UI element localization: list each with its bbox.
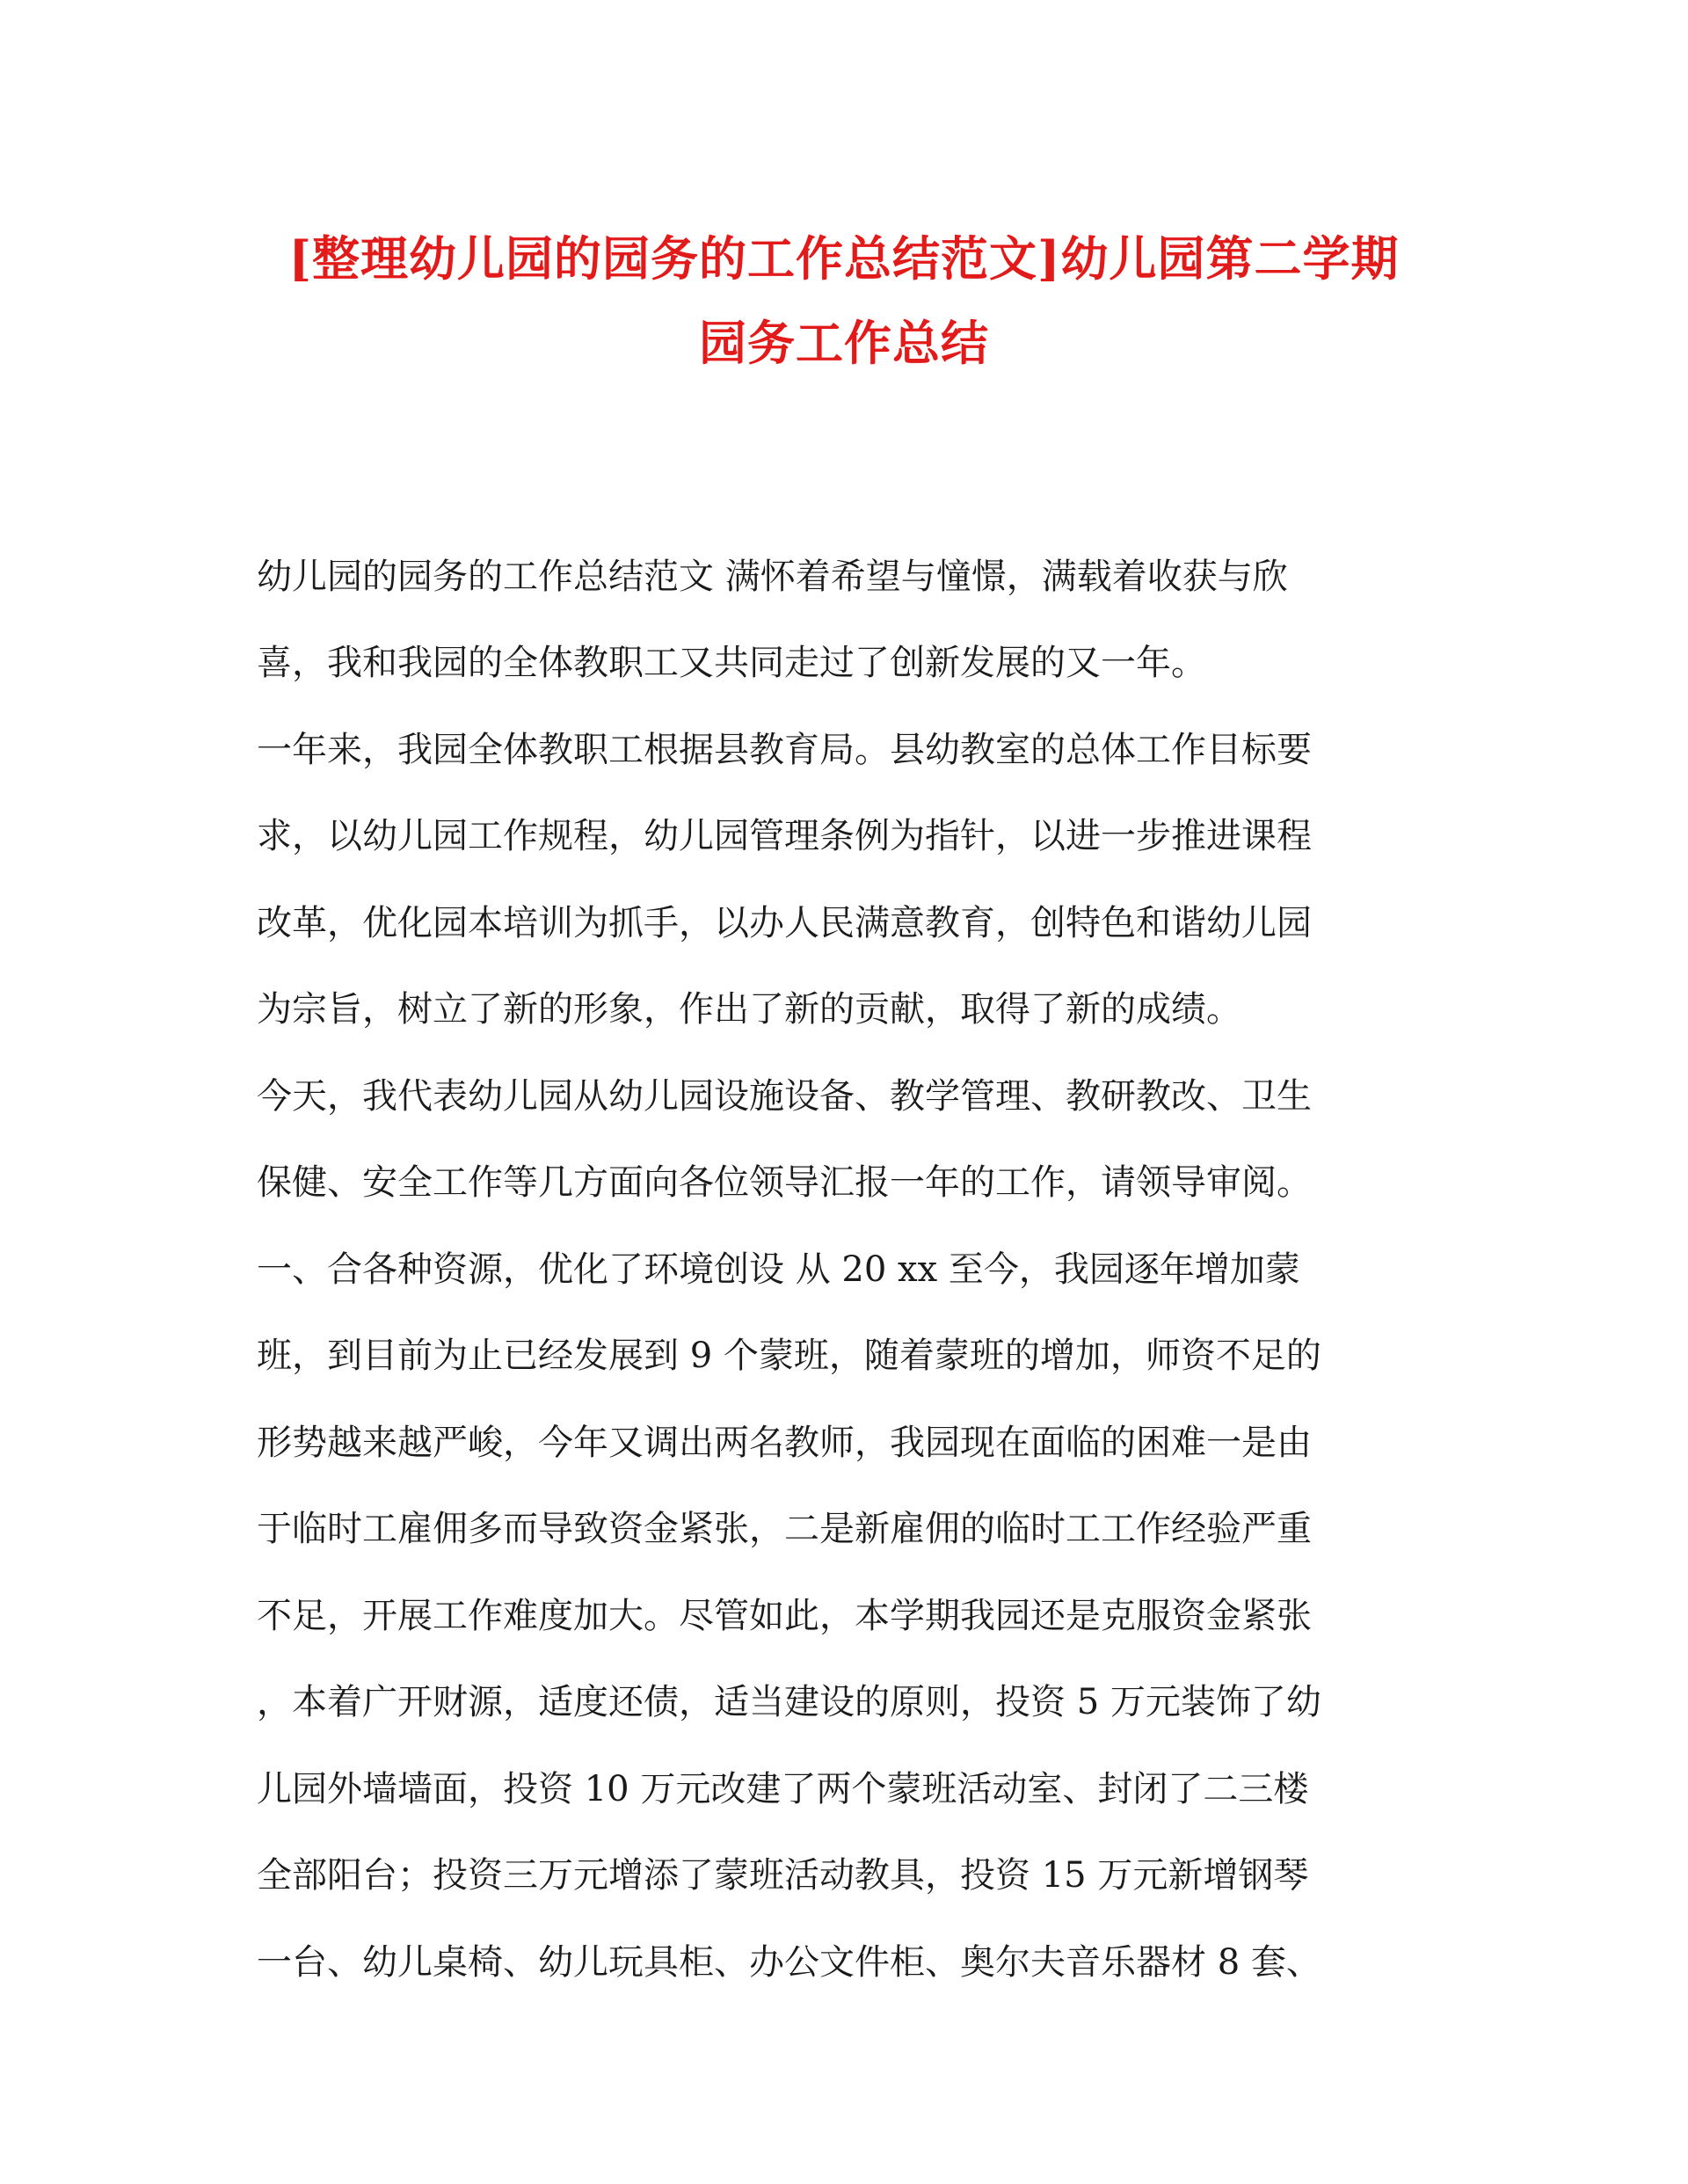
paragraph-line-13: 不足，开展工作难度加大。尽管如此，本学期我园还是克服资金紧张 (257, 1596, 1312, 1636)
paragraph-line-11: 形势越来越严峻，今年又调出两名教师，我园现在面临的困难一是由 (257, 1423, 1312, 1463)
paragraph-line-10: 班，到目前为止已经发展到 9 个蒙班，随着蒙班的增加，师资不足的 (257, 1336, 1321, 1376)
paragraph-line-9: 一、合各种资源，优化了环境创设 从 20 xx 至今，我园逐年增加蒙 (257, 1249, 1300, 1290)
paragraph-line-3: 一年来，我园全体教职工根据县教育局。县幼教室的总体工作目标要 (257, 730, 1312, 770)
paragraph-line-5: 改革，优化园本培训为抓手，以办人民满意教育，创特色和谐幼儿园 (257, 903, 1312, 943)
paragraph-line-4: 求，以幼儿园工作规程，幼儿园管理条例为指针，以进一步推进课程 (257, 816, 1312, 856)
paragraph-line-2: 喜，我和我园的全体教职工又共同走过了创新发展的又一年。 (257, 643, 1206, 683)
paragraph-line-17: 一台、幼儿桌椅、幼儿玩具柜、办公文件柜、奥尔夫音乐器材 8 套、 (257, 1942, 1321, 1983)
paragraph-line-8: 保健、安全工作等几方面向各位领导汇报一年的工作，请领导审阅。 (257, 1162, 1312, 1203)
paragraph-line-1: 幼儿园的园务的工作总结范文 满怀着希望与憧憬，满载着收获与欣 (257, 557, 1288, 597)
paragraph-line-16: 全部阳台；投资三万元增添了蒙班活动教具，投资 15 万元新增钢琴 (257, 1855, 1309, 1896)
paragraph-line-14: ，本着广开财源，适度还债，适当建设的原则，投资 5 万元装饰了幼 (257, 1682, 1321, 1722)
paragraph-line-6: 为宗旨，树立了新的形象，作出了新的贡献，取得了新的成绩。 (257, 989, 1241, 1030)
document-title-line-2: 园务工作总结 (699, 315, 989, 371)
paragraph-line-7: 今天，我代表幼儿园从幼儿园设施设备、教学管理、教研教改、卫生 (257, 1076, 1312, 1117)
paragraph-line-15: 儿园外墙墙面，投资 10 万元改建了两个蒙班活动室、封闭了二三楼 (257, 1769, 1309, 1809)
paragraph-line-12: 于临时工雇佣多而导致资金紧张，二是新雇佣的临时工工作经验严重 (257, 1509, 1312, 1549)
document-title-line-1: [整理幼儿园的园务的工作总结范文]幼儿园第二学期 (288, 230, 1400, 287)
